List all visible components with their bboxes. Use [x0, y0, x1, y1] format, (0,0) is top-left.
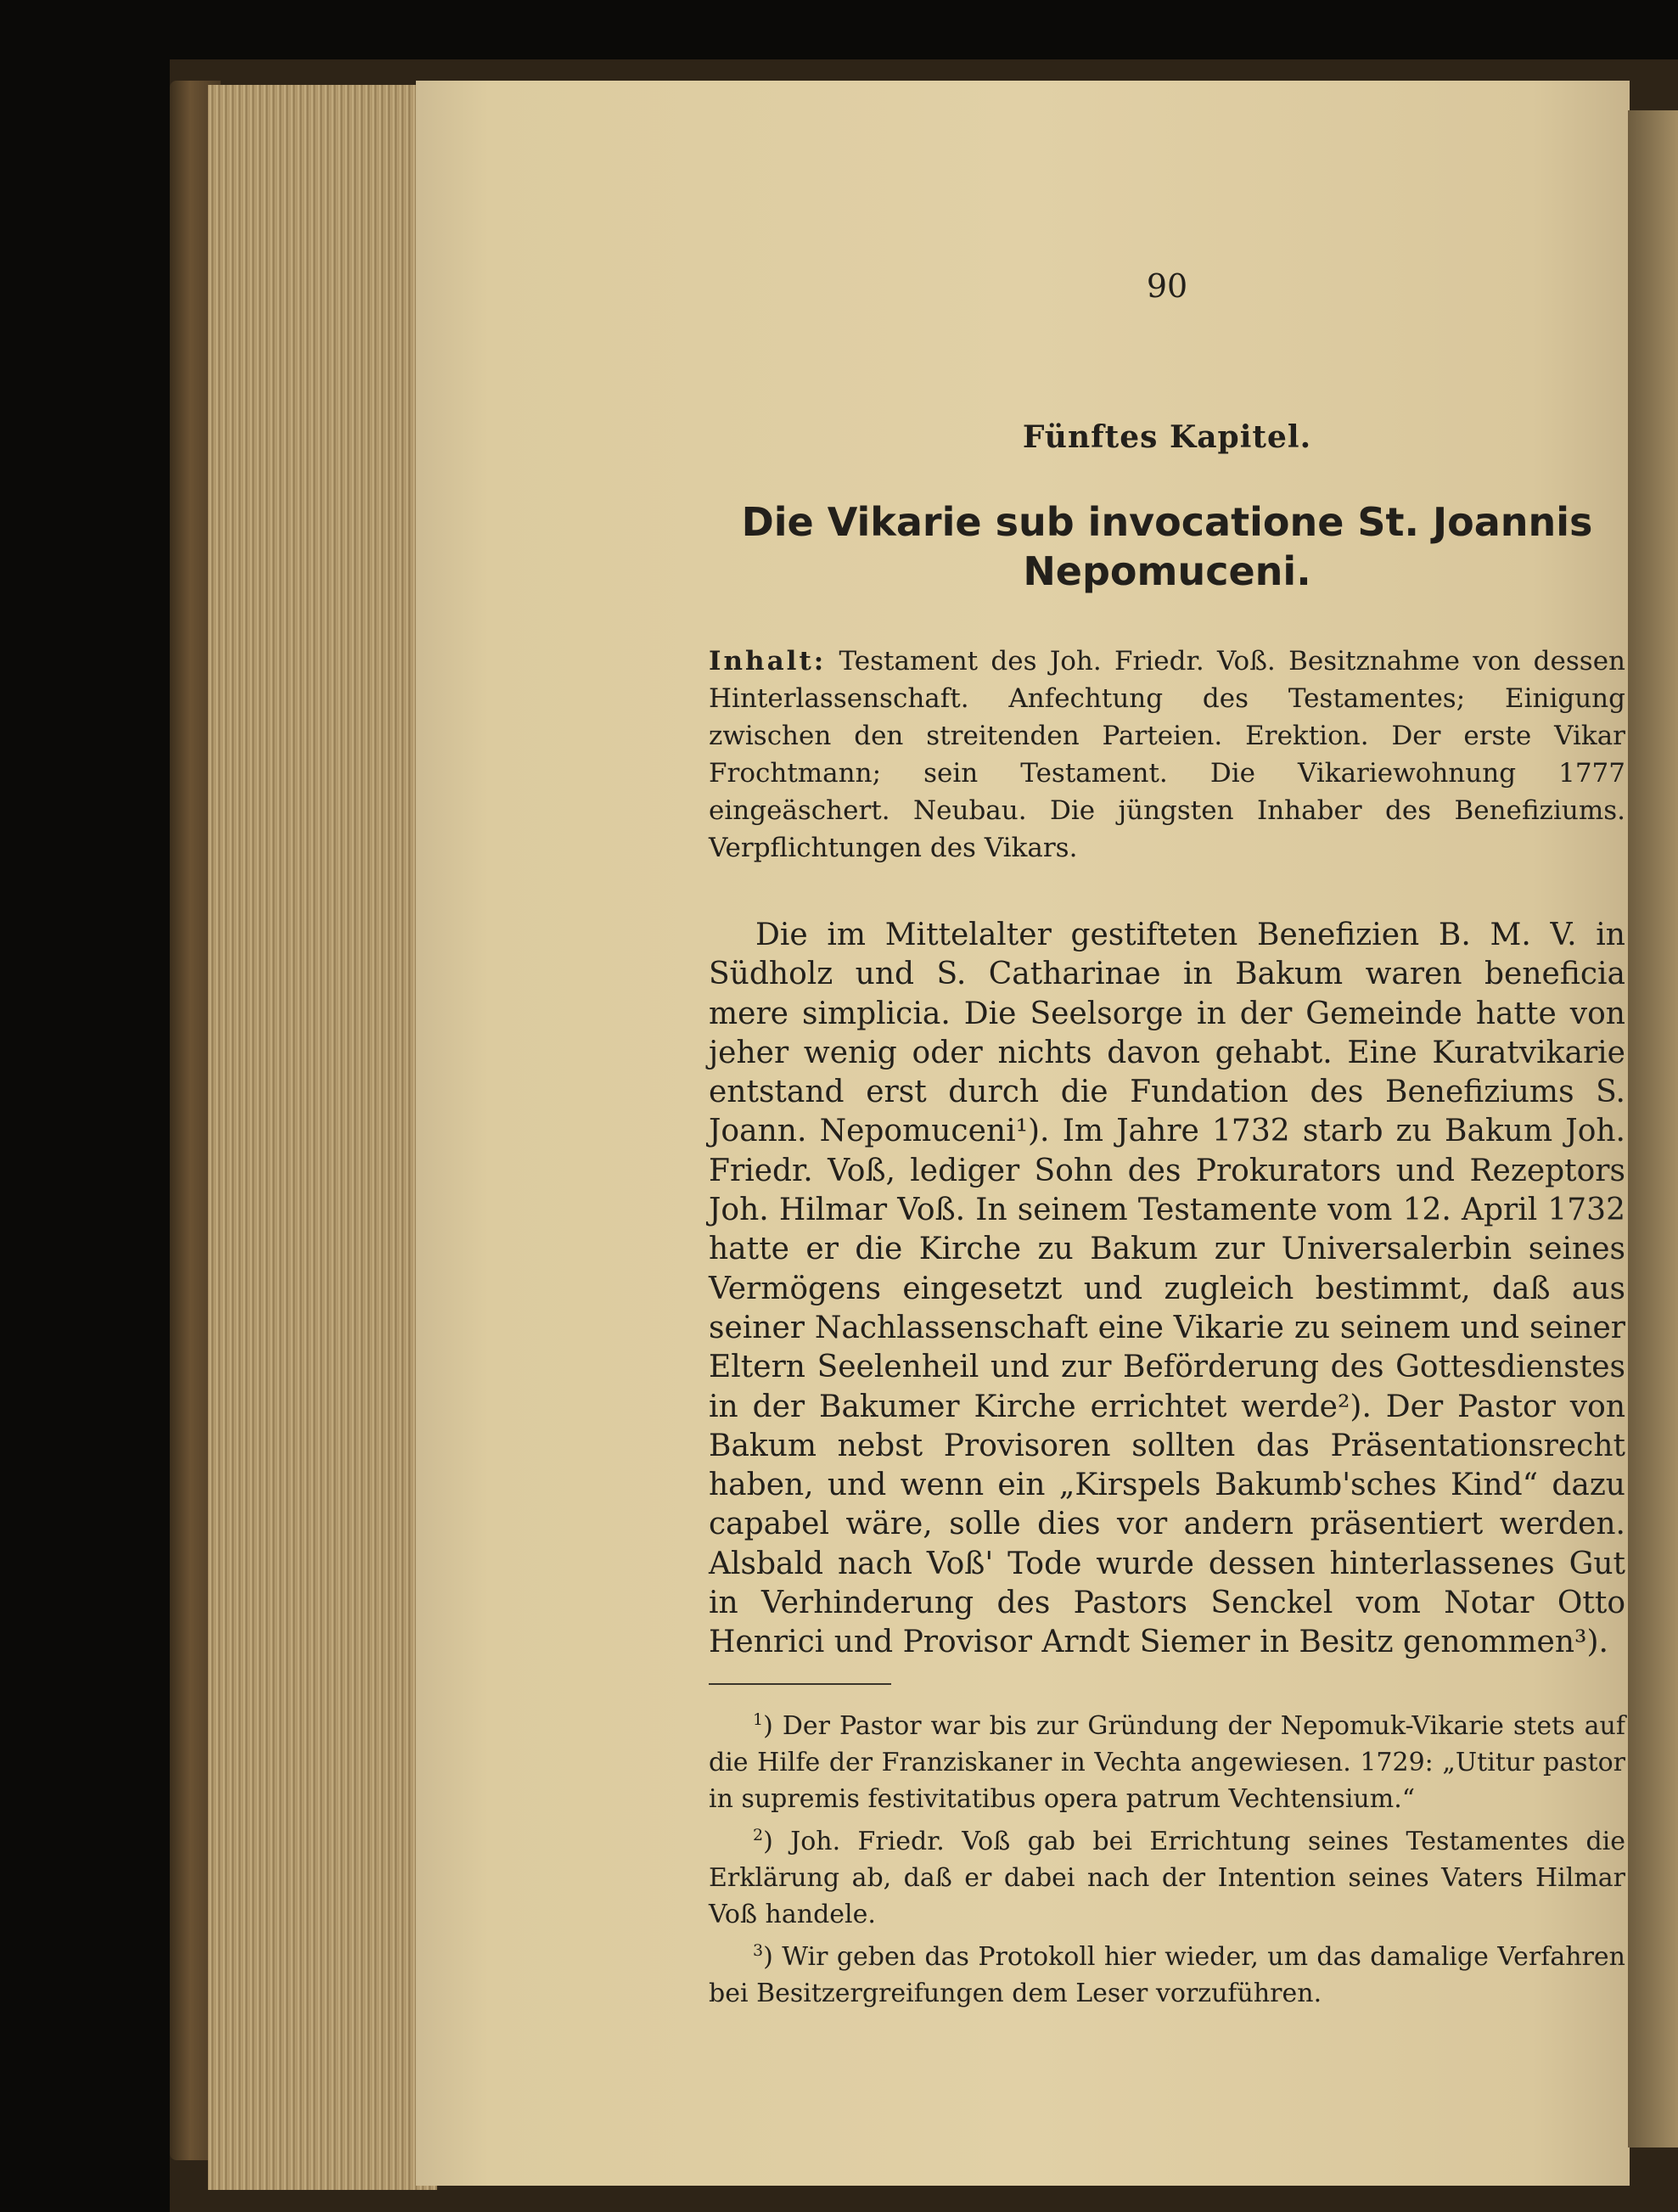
footnote-text: ) Joh. Friedr. Voß gab bei Errichtung seines Testamentes die Erklärung ab, daß er dabei nach der Intention seines Vaters Hilmar Voß handele.: [709, 1826, 1625, 1929]
chapter-title-line2: Nepomuceni.: [1023, 548, 1311, 594]
footnote-3: [709, 1933, 1625, 2012]
footnote-divider: [709, 1683, 891, 1685]
facing-page-edge: [1628, 110, 1678, 2147]
page-edges: [208, 85, 437, 2190]
summary-label: Inhalt:: [709, 646, 827, 677]
footnote-1: [709, 1702, 1625, 1817]
page-number: 90: [1146, 267, 1188, 305]
body-paragraph: Die im Mittelalter gestifteten Benefizien B. M. V. in Südholz und S. Catharinae in Bakum waren beneficia mere simplicia. Die Seelsorge in der Gemeinde hatte von jeher wenig oder nichts davon gehabt. Eine Kuratvikarie entstand erst durch die Fundation des Benefiziums S. Joann. Nepomuceni¹). Im Jahre 1732 starb zu Bakum Joh. Friedr. Voß, lediger Sohn des Prokurators und Rezeptors Joh. Hilmar Voß. In seinem Testamente vom 12. April 1732 hatte er die Kirche zu Bakum zur Universalerbin seines Vermögens eingesetzt und zugleich bestimmt, daß aus seiner Nachlassenschaft eine Vikarie zu seinem und seiner Eltern Seelenheil und zur Beförderung des Gottesdienstes in der Bakumer Kirche errichtet werde²). Der Pastor von Bakum nebst Provisoren sollten das Präsentationsrecht haben, und wenn ein „Kirspels Bakumb'sches Kind“ dazu capabel wäre, solle dies vor andern präsentiert werden. Alsbald nach Voß' Tode wurde dessen hinterlassenes Gut in Verhinderung des Pastors Senckel vom Notar Otto Henrici und Provisor Arndt Siemer in Besitz genommen³).: [709, 918, 1625, 1660]
footnote-mark: 1: [753, 1710, 764, 1729]
footnotes: [709, 1702, 1625, 2012]
chapter-summary: [709, 643, 1625, 867]
summary-text: Testament des Joh. Friedr. Voß. Besitznahme von dessen Hinterlassenschaft. Anfechtung des Testamentes; Einigung zwischen den streitenden Parteien. Erektion. Der erste Vikar Frochtmann; sein Testament. Die Vikariewohnung 1777 eingeäschert. Neubau. Die jüngsten Inhaber des Benefiziums. Verpflichtungen des Vikars.: [709, 646, 1625, 863]
chapter-title-line1: Die Vikarie sub invocatione St. Joannis: [741, 499, 1593, 545]
page-content: [709, 267, 1625, 2012]
footnote-mark: 3: [753, 1940, 764, 1960]
body-text: [709, 916, 1625, 1663]
footnote-mark: 2: [753, 1825, 764, 1844]
footnote-text: ) Der Pastor war bis zur Gründung der Nepomuk-Vikarie stets auf die Hilfe der Franziskaner in Vechta angewiesen. 1729: „Utitur pastor in supremis festivitatibus opera patrum Vechtensium.“: [709, 1710, 1625, 1814]
footnote-text: ) Wir geben das Protokoll hier wieder, um das damalige Verfahren bei Besitzergreifungen dem Leser vorzuführen.: [709, 1941, 1625, 2008]
footnote-2: [709, 1817, 1625, 1933]
chapter-label: Fünftes Kapitel.: [1022, 419, 1312, 455]
chapter-title: [709, 497, 1625, 596]
